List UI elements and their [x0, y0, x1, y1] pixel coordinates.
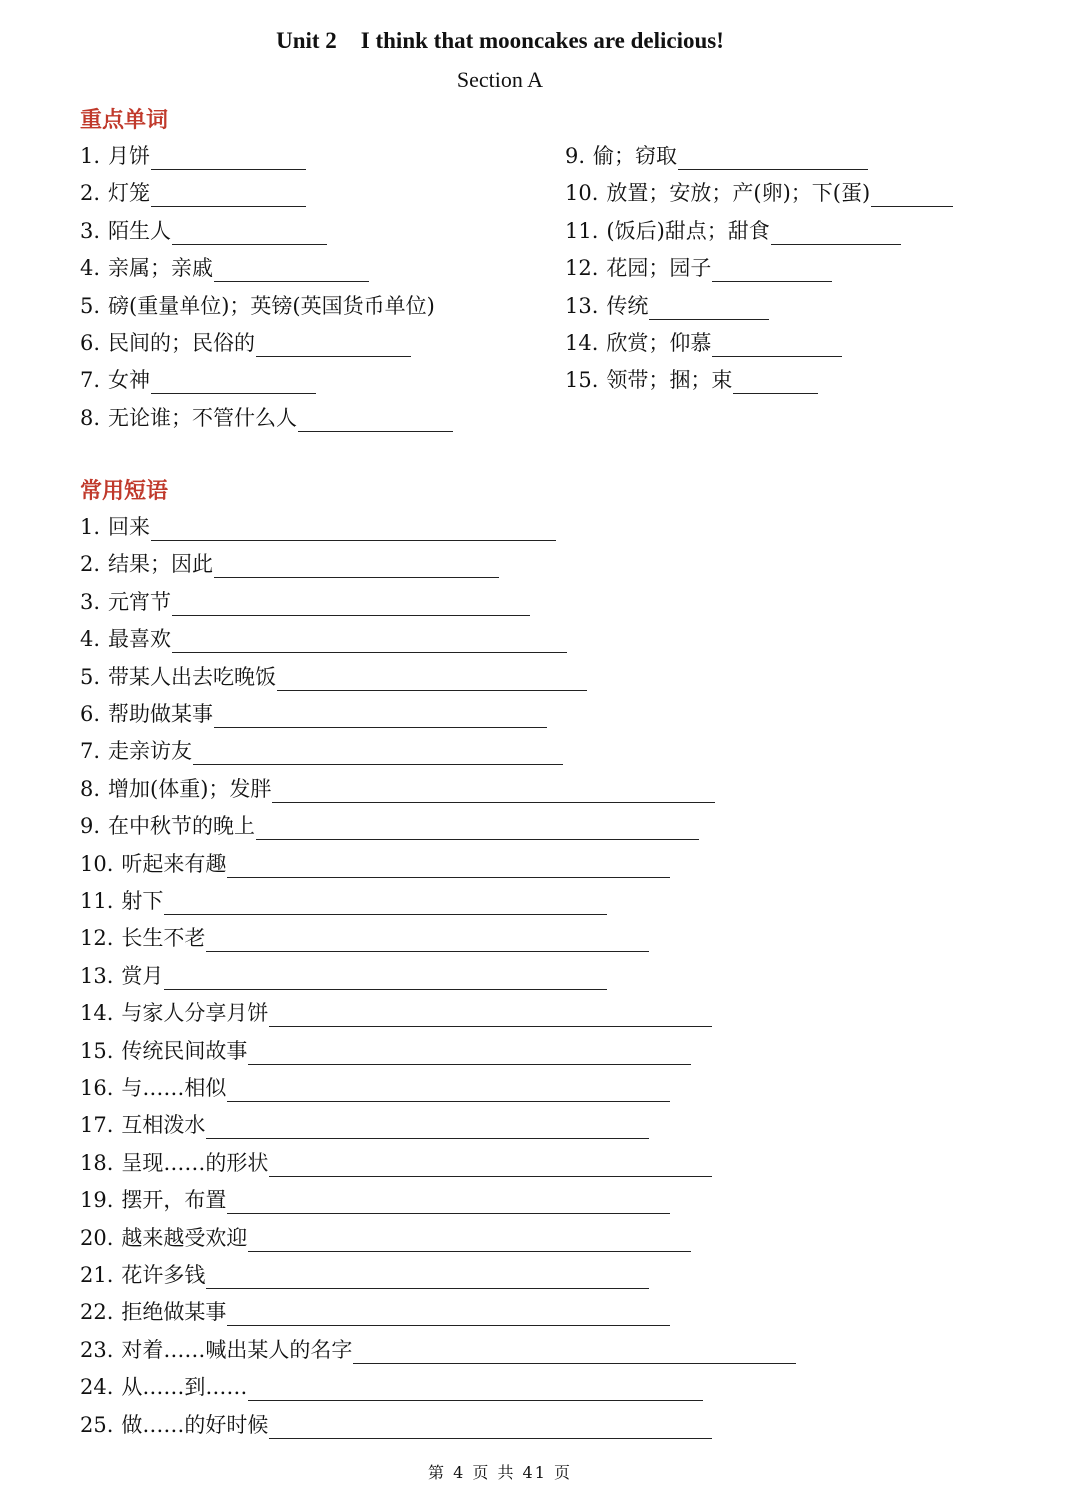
phrase-answer-blank[interactable] — [227, 855, 670, 878]
unit-title-text: I think that mooncakes are delicious! — [360, 28, 724, 53]
phrase-item — [80, 850, 670, 878]
phrase-answer-blank[interactable] — [172, 593, 530, 616]
phrase-item-text: 互相泼水 — [121, 1113, 206, 1138]
phrase-item — [80, 663, 587, 691]
phrase-item-number: 8. — [80, 776, 101, 801]
phrase-answer-blank[interactable] — [269, 1154, 712, 1177]
phrase-answer-blank[interactable] — [353, 1341, 796, 1364]
phrase-item-text: 元宵节 — [108, 589, 172, 614]
phrase-answer-blank[interactable] — [227, 1191, 670, 1214]
phrase-item-number: 16. — [80, 1076, 114, 1100]
vocab-answer-blank[interactable] — [214, 259, 369, 282]
page-footer: 第 4 页 共 41 页 — [428, 1463, 572, 1482]
phrase-item-text: 做……的好时候 — [121, 1412, 269, 1437]
phrase-item — [80, 737, 563, 765]
phrase-item-number: 14. — [80, 1001, 114, 1026]
vocab-item-number: 7. — [80, 368, 101, 393]
unit-title — [0, 28, 1040, 54]
vocab-item-number: 2. — [80, 181, 101, 206]
phrase-item-text: 花许多钱 — [121, 1263, 206, 1287]
phrase-item — [80, 1261, 649, 1289]
vocab-item-text: 灯笼 — [108, 181, 151, 206]
phrase-item — [80, 1149, 712, 1177]
vocab-item — [565, 179, 953, 207]
phrase-item-number: 3. — [80, 589, 101, 614]
phrase-item-text: 带某人出去吃晚饭 — [108, 664, 277, 689]
vocab-item-number: 11. — [565, 218, 599, 243]
vocab-item — [565, 292, 769, 320]
phrase-item-number: 21. — [80, 1263, 114, 1287]
phrase-item-text: 最喜欢 — [108, 627, 172, 652]
phrase-item-text: 增加(体重)；发胖 — [108, 776, 272, 801]
phrase-answer-blank[interactable] — [214, 555, 499, 578]
phrase-item — [80, 999, 712, 1027]
phrase-item-text: 摆开，布置 — [121, 1188, 227, 1213]
phrase-item — [80, 700, 547, 728]
vocab-answer-blank[interactable] — [712, 259, 832, 282]
phrase-item-text: 从……到…… — [121, 1375, 248, 1400]
phrase-answer-blank[interactable] — [193, 742, 563, 765]
vocab-item — [80, 404, 453, 432]
vocab-item — [80, 366, 316, 394]
vocab-item-number: 13. — [565, 293, 599, 318]
vocab-item-number: 3. — [80, 218, 101, 243]
phrase-item-number: 22. — [80, 1300, 114, 1325]
vocab-answer-blank[interactable] — [678, 147, 868, 170]
phrase-item — [80, 775, 715, 803]
phrase-item-number: 4. — [80, 627, 101, 652]
phrase-item-number: 5. — [80, 664, 101, 689]
phrase-item-number: 10. — [80, 851, 114, 876]
vocab-answer-blank[interactable] — [151, 371, 316, 394]
phrase-item — [80, 1074, 670, 1102]
vocab-item-text: 领带；捆；束 — [606, 368, 733, 393]
phrase-item-number: 15. — [80, 1038, 114, 1063]
phrase-item-number: 23. — [80, 1337, 114, 1362]
vocab-answer-blank[interactable] — [298, 409, 453, 432]
vocab-item-text: 欣赏；仰慕 — [606, 331, 712, 355]
phrase-item — [80, 550, 499, 578]
phrase-item-number: 11. — [80, 889, 114, 913]
phrase-answer-blank[interactable] — [248, 1378, 703, 1401]
phrase-item-number: 18. — [80, 1150, 114, 1175]
vocab-item-text: 磅(重量单位)；英镑(英国货币单位) — [108, 293, 435, 318]
phrase-item-text: 长生不老 — [121, 926, 206, 951]
phrase-answer-blank[interactable] — [272, 780, 715, 803]
phrase-item-text: 对着……喊出某人的名字 — [121, 1337, 353, 1362]
vocab-item — [565, 254, 832, 282]
phrase-item-text: 听起来有趣 — [121, 851, 227, 876]
phrase-item — [80, 1373, 703, 1401]
vocab-item — [565, 329, 842, 357]
vocab-item-text: (饭后)甜点；甜食 — [606, 218, 770, 243]
phrase-item-number: 25. — [80, 1412, 114, 1437]
phrase-answer-blank[interactable] — [151, 518, 556, 541]
vocab-answer-blank[interactable] — [649, 297, 769, 320]
phrase-item — [80, 924, 649, 952]
phrase-answer-blank[interactable] — [206, 1266, 649, 1289]
phrase-item-number: 13. — [80, 963, 114, 988]
vocab-item — [565, 217, 901, 245]
phrase-item-number: 12. — [80, 926, 114, 951]
section-title: Section A — [456, 67, 544, 92]
phrase-heading: 常用短语 — [80, 478, 169, 504]
phrase-item-text: 赏月 — [121, 963, 164, 988]
vocab-answer-blank[interactable] — [712, 334, 842, 357]
phrase-item-number: 6. — [80, 702, 101, 726]
phrase-item-text: 越来越受欢迎 — [121, 1225, 248, 1250]
vocab-item-text: 民间的；民俗的 — [108, 331, 256, 355]
phrase-item-text: 帮助做某事 — [108, 702, 214, 726]
vocab-answer-blank[interactable] — [771, 222, 901, 245]
vocab-answer-blank[interactable] — [733, 371, 818, 394]
phrase-item — [80, 513, 556, 541]
vocab-item-text: 花园；园子 — [606, 256, 712, 281]
phrase-item — [80, 1111, 649, 1139]
phrase-item-text: 结果；因此 — [108, 552, 214, 577]
vocab-item-text: 传统 — [606, 293, 649, 318]
phrase-item-text: 与家人分享月饼 — [121, 1001, 269, 1026]
phrase-item — [80, 1186, 670, 1214]
phrase-answer-blank[interactable] — [248, 1229, 691, 1252]
phrase-item — [80, 962, 607, 990]
phrase-item — [80, 625, 567, 653]
vocab-heading: 重点单词 — [80, 107, 169, 133]
phrase-answer-blank[interactable] — [206, 1116, 649, 1139]
vocab-item-number: 6. — [80, 331, 101, 355]
phrase-item — [80, 1224, 691, 1252]
phrase-answer-blank[interactable] — [277, 668, 587, 691]
vocab-item-text: 无论谁；不管什么人 — [108, 405, 298, 430]
phrase-item-text: 呈现……的形状 — [121, 1150, 269, 1175]
phrase-item-number: 1. — [80, 515, 101, 539]
vocab-item-text: 女神 — [108, 368, 151, 393]
vocab-item — [80, 292, 435, 320]
phrase-answer-blank[interactable] — [206, 929, 649, 952]
phrase-item-number: 7. — [80, 739, 101, 764]
phrase-item — [80, 588, 530, 616]
phrase-item-text: 回来 — [108, 515, 151, 539]
vocab-item-text: 陌生人 — [108, 218, 172, 243]
vocab-item — [565, 142, 868, 170]
vocab-item — [80, 217, 327, 245]
phrase-item — [80, 1298, 670, 1326]
vocab-item-number: 9. — [565, 144, 586, 168]
phrase-item-number: 17. — [80, 1113, 114, 1138]
phrase-item-number: 24. — [80, 1375, 114, 1400]
phrase-item-number: 20. — [80, 1225, 114, 1250]
phrase-answer-blank[interactable] — [164, 967, 607, 990]
vocab-item-text: 月饼 — [108, 144, 151, 168]
phrase-item — [80, 1411, 712, 1439]
vocab-item — [565, 366, 818, 394]
phrase-answer-blank[interactable] — [269, 1416, 712, 1439]
phrase-answer-blank[interactable] — [248, 1042, 691, 1065]
vocab-item-number: 14. — [565, 331, 599, 355]
vocab-item-number: 15. — [565, 368, 599, 393]
vocab-item-number: 1. — [80, 144, 101, 168]
vocab-item — [80, 142, 306, 170]
phrase-answer-blank[interactable] — [256, 817, 699, 840]
vocab-answer-blank[interactable] — [256, 334, 411, 357]
phrase-item-text: 在中秋节的晚上 — [108, 814, 256, 839]
vocab-item-text: 亲属；亲戚 — [108, 256, 214, 281]
phrase-item-text: 传统民间故事 — [121, 1038, 248, 1063]
phrase-answer-blank[interactable] — [227, 1079, 670, 1102]
vocab-answer-blank[interactable] — [151, 147, 306, 170]
phrase-item-number: 2. — [80, 552, 101, 577]
vocab-answer-blank[interactable] — [151, 184, 306, 207]
phrase-answer-blank[interactable] — [214, 705, 547, 728]
phrase-answer-blank[interactable] — [172, 630, 567, 653]
phrase-item — [80, 1037, 691, 1065]
vocab-item — [80, 329, 411, 357]
phrase-item-text: 与……相似 — [121, 1076, 227, 1100]
phrase-item-text: 射下 — [121, 889, 164, 913]
vocab-item-number: 12. — [565, 256, 599, 281]
unit-number: Unit 2 — [276, 28, 337, 53]
vocab-item-text: 放置；安放；产(卵)；下(蛋) — [606, 181, 871, 206]
vocab-item-number: 5. — [80, 293, 101, 318]
phrase-item-number: 19. — [80, 1188, 114, 1213]
vocab-item — [80, 179, 306, 207]
phrase-item — [80, 812, 699, 840]
vocab-answer-blank[interactable] — [172, 222, 327, 245]
vocab-item-text: 偷；窃取 — [593, 144, 678, 168]
phrase-item-text: 拒绝做某事 — [121, 1300, 227, 1325]
vocab-item-number: 8. — [80, 405, 101, 430]
phrase-answer-blank[interactable] — [269, 1004, 712, 1027]
phrase-item-number: 9. — [80, 814, 101, 839]
vocab-item-number: 4. — [80, 256, 101, 281]
vocab-answer-blank[interactable] — [871, 184, 953, 207]
phrase-item — [80, 1336, 796, 1364]
vocab-item-number: 10. — [565, 181, 599, 206]
phrase-item-text: 走亲访友 — [108, 739, 193, 764]
vocab-item — [80, 254, 369, 282]
phrase-item — [80, 887, 607, 915]
phrase-answer-blank[interactable] — [227, 1303, 670, 1326]
phrase-answer-blank[interactable] — [164, 892, 607, 915]
